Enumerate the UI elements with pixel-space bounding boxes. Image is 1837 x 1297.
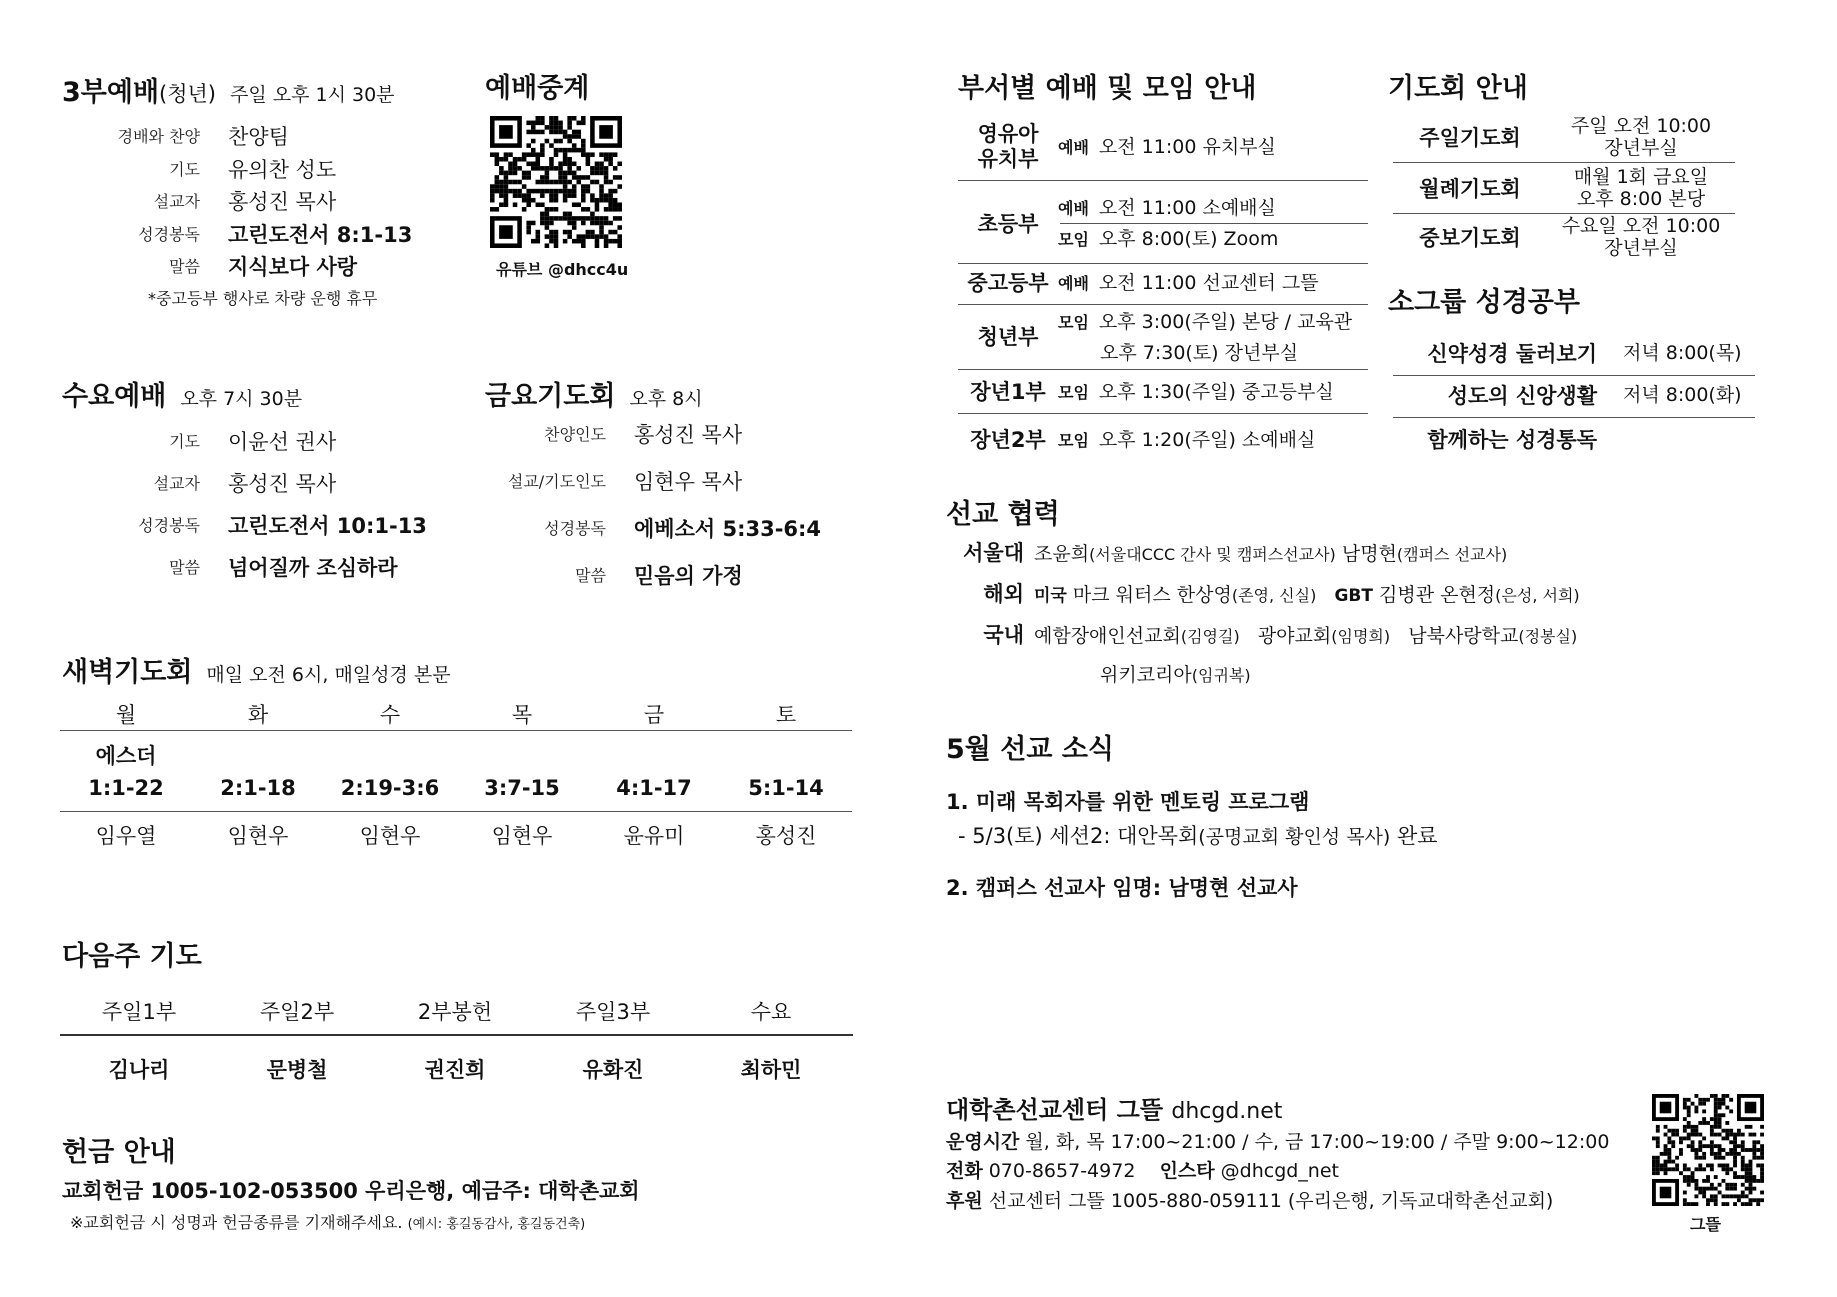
department-name-line: 청년부 — [977, 324, 1039, 349]
department-line-kind: 모임 — [1058, 230, 1089, 249]
prayer-meeting-line: 장년부실 — [1604, 137, 1678, 159]
department-info — [1058, 132, 1276, 163]
wednesday-label: 말씀 — [169, 558, 200, 577]
service3-heading: 3부예배(청년) 주일 오후 1시 30분 — [62, 77, 395, 108]
mission-domestic: 국내 예함장애인선교회(김영길) 광야교회(임명희) 남북사랑학교(정봉실) — [983, 623, 1578, 647]
friday-value: 임현우 목사 — [634, 470, 743, 494]
missions-heading: 선교 협력 — [946, 499, 1060, 530]
news-item-2: 2. 캠퍼스 선교사 임명: 남명현 선교사 — [946, 876, 1298, 900]
service3-value: 찬양팀 — [228, 125, 289, 149]
department-line — [1058, 307, 1352, 338]
wednesday-value: 이윤선 권사 — [228, 430, 337, 454]
department-name-line: 중고등부 — [967, 270, 1049, 295]
wednesday-value: 홍성진 목사 — [228, 472, 337, 496]
service3-value: 고린도전서 8:1-13 — [228, 222, 413, 247]
offering-heading: 헌금 안내 — [62, 1137, 176, 1168]
department-line — [1058, 268, 1319, 299]
divider — [1393, 375, 1755, 376]
prayer-meeting-line: 매월 1회 금요일 — [1573, 166, 1709, 188]
dawn-day-header: 토 — [775, 703, 797, 727]
next-prayer-name: 권진희 — [424, 1058, 486, 1082]
department-line-kind: 예배 — [1058, 273, 1089, 293]
wednesday-heading: 수요예배 오후 7시 30분 — [62, 381, 303, 412]
department-line-kind: 예배 — [1058, 137, 1089, 157]
divider — [958, 369, 1368, 370]
department-line-value: 오후 8:00(토) Zoom — [1098, 228, 1279, 250]
mission-domestic-2: 위키코리아(임귀복) — [1100, 664, 1251, 686]
department-name — [958, 212, 1058, 237]
service3-label: 설교자 — [153, 192, 200, 211]
department-info — [1058, 377, 1334, 408]
service3-value: 홍성진 목사 — [228, 190, 337, 214]
center-qr-caption: 그뜰 — [1690, 1215, 1721, 1234]
small-group-time: 저녁 8:00(목) — [1623, 342, 1742, 364]
service3-value: 지식보다 사랑 — [228, 255, 358, 279]
department-line-value: 오후 3:00(주일) 본당 / 교육관 — [1098, 310, 1353, 333]
dawn-heading: 새벽기도회 매일 오전 6시, 매일성경 본문 — [62, 657, 451, 688]
service3-value: 유의찬 성도 — [228, 157, 337, 182]
mission-seoul: 서울대 조윤희(서울대CCC 간사 및 캠퍼스선교사) 남명현(캠퍼스 선교사) — [963, 541, 1508, 565]
department-line-value: 오후 1:20(주일) 소예배실 — [1098, 428, 1316, 451]
prayer-meeting-line: 장년부실 — [1604, 237, 1678, 259]
next-prayer-header: 주일1부 — [101, 1000, 177, 1024]
friday-label: 설교/기도인도 — [507, 472, 606, 491]
department-name-line: 장년1부 — [970, 379, 1046, 404]
prayer-meetings-heading: 기도회 안내 — [1388, 73, 1528, 104]
wednesday-value: 넘어질까 조심하라 — [228, 556, 398, 580]
next-prayer-name: 유화진 — [582, 1058, 644, 1082]
next-prayer-name: 김나리 — [108, 1058, 170, 1082]
prayer-meeting-line: 수요일 오전 10:00 — [1561, 215, 1721, 237]
small-group-heading: 소그룹 성경공부 — [1388, 287, 1580, 318]
department-row — [958, 117, 1368, 177]
center-qr-code — [1652, 1094, 1764, 1206]
dawn-day-header: 월 — [115, 703, 137, 727]
dawn-passage: 4:1-17 — [616, 776, 692, 800]
next-prayer-header: 주일2부 — [259, 1000, 335, 1024]
center-support: 후원 선교센터 그뜰 1005-880-059111 (우리은행, 기독교대학촌선교회) — [946, 1190, 1554, 1212]
prayer-meeting-row — [1393, 214, 1735, 260]
department-line — [1058, 338, 1352, 368]
department-name — [958, 271, 1058, 296]
prayer-meeting-name: 중보기도회 — [1419, 226, 1521, 250]
department-row — [958, 188, 1368, 260]
department-info — [1058, 193, 1278, 255]
next-prayer-header: 수요 — [750, 1000, 792, 1024]
dawn-book: 에스더 — [95, 744, 157, 768]
prayer-meeting-row — [1393, 165, 1735, 211]
center-contact: 전화 070-8657-4972 인스타 @dhcgd_net — [946, 1160, 1339, 1182]
department-line-value: 오전 11:00 유치부실 — [1098, 135, 1276, 158]
dawn-leader: 홍성진 — [755, 824, 817, 848]
department-line — [1058, 224, 1278, 255]
friday-value: 믿음의 가정 — [634, 564, 743, 588]
friday-label: 성경봉독 — [544, 519, 606, 538]
dawn-leader: 임현우 — [359, 824, 421, 848]
news-item-1-detail: - 5/3(토) 세션2: 대안목회(공명교회 황인성 목사) 완료 — [958, 824, 1438, 848]
dawn-leader: 윤유미 — [623, 824, 685, 848]
prayer-meeting-name: 주일기도회 — [1419, 126, 1521, 150]
department-info — [1058, 268, 1319, 299]
dawn-day-header: 화 — [247, 703, 269, 727]
small-group-time: 저녁 8:00(화) — [1623, 384, 1742, 406]
department-row — [958, 265, 1368, 301]
next-prayer-header: 2부봉헌 — [417, 1000, 493, 1024]
department-row — [958, 420, 1368, 460]
department-name — [958, 325, 1058, 350]
prayer-meeting-info — [1547, 215, 1735, 259]
dawn-leader: 임현우 — [227, 824, 289, 848]
next-prayer-name: 문병철 — [266, 1058, 328, 1082]
prayer-meeting-name: 월례기도회 — [1419, 177, 1521, 201]
mission-overseas: 해외 미국 마크 워터스 한상영(존영, 신실) GBT 김병관 온현정(은성, 서희) — [983, 582, 1580, 606]
department-line-kind: 모임 — [1058, 382, 1089, 402]
service3-note: *중고등부 행사로 차량 운행 휴무 — [148, 289, 378, 308]
dawn-passage: 2:19-3:6 — [340, 776, 440, 800]
department-line — [1058, 193, 1278, 224]
department-name-line: 장년2부 — [970, 427, 1046, 452]
department-row — [958, 308, 1368, 366]
divider — [1393, 417, 1755, 418]
department-line-value: 오전 11:00 선교센터 그뜰 — [1098, 271, 1319, 294]
department-line-value: 오전 11:00 소예배실 — [1098, 197, 1276, 219]
service3-label: 말씀 — [169, 257, 200, 276]
department-line — [1058, 132, 1276, 163]
department-name — [958, 428, 1058, 453]
prayer-meeting-row — [1393, 114, 1735, 160]
dawn-passage: 3:7-15 — [484, 776, 560, 800]
small-group-name: 성도의 신앙생활 — [1447, 384, 1597, 408]
offering-account: 교회헌금 1005-102-053500 우리은행, 예금주: 대학촌교회 — [62, 1179, 640, 1203]
divider — [1393, 162, 1735, 163]
department-line-value: 오후 7:30(토) 장년부실 — [1100, 341, 1299, 364]
dawn-day-header: 금 — [643, 703, 665, 727]
divider — [958, 413, 1368, 414]
department-line-kind: 모임 — [1058, 430, 1089, 450]
divider — [958, 263, 1368, 264]
prayer-meeting-info — [1547, 115, 1735, 159]
dawn-day-header: 목 — [511, 703, 533, 727]
department-line-kind: 예배 — [1058, 199, 1089, 218]
department-line-value: 오후 1:30(주일) 중고등부실 — [1098, 380, 1334, 403]
small-group-name: 신약성경 둘러보기 — [1427, 342, 1597, 366]
broadcast-heading: 예배중계 — [485, 73, 590, 104]
department-line — [1058, 425, 1315, 456]
center-heading: 대학촌선교센터 그뜰 dhcgd.net — [946, 1096, 1283, 1124]
wednesday-label: 성경봉독 — [138, 516, 200, 535]
dawn-passage: 5:1-14 — [748, 776, 824, 800]
divider — [1060, 223, 1368, 224]
wednesday-value: 고린도전서 10:1-13 — [228, 514, 427, 538]
departments-heading: 부서별 예배 및 모임 안내 — [958, 73, 1257, 104]
dawn-leader: 임우열 — [95, 824, 157, 848]
service3-label: 경배와 찬양 — [117, 127, 200, 146]
divider — [958, 304, 1368, 305]
department-name-line: 초등부 — [977, 211, 1039, 236]
service3-label: 성경봉독 — [138, 224, 200, 244]
prayer-meeting-info — [1547, 166, 1735, 210]
prayer-meeting-line: 오후 8:00 본당 — [1576, 188, 1706, 210]
dawn-passage: 1:1-22 — [88, 776, 164, 800]
department-name-line: 유치부 — [977, 147, 1039, 171]
wednesday-label: 기도 — [169, 432, 200, 451]
department-info — [1058, 307, 1352, 368]
department-name — [958, 380, 1058, 405]
news-item-1: 1. 미래 목회자를 위한 멘토링 프로그램 — [946, 790, 1310, 814]
department-name — [958, 122, 1058, 172]
department-row — [958, 374, 1368, 410]
next-prayer-name: 최하민 — [740, 1058, 802, 1082]
department-name-line: 영유아 — [977, 122, 1039, 146]
broadcast-caption: 유튜브 @dhcc4u — [496, 260, 629, 279]
friday-label: 말씀 — [575, 566, 606, 585]
friday-value: 에베소서 5:33-6:4 — [634, 517, 822, 541]
small-group-name: 함께하는 성경통독 — [1427, 428, 1597, 452]
department-line — [1058, 377, 1334, 408]
divider — [958, 180, 1368, 181]
dawn-leader: 임현우 — [491, 824, 553, 848]
dawn-passage: 2:1-18 — [220, 776, 296, 800]
department-info — [1058, 425, 1315, 456]
center-hours: 운영시간 월, 화, 목 17:00~21:00 / 수, 금 17:00~19:00 / 주말 9:00~12:00 — [946, 1131, 1610, 1153]
offering-note: ※교회헌금 시 성명과 헌금종류를 기재해주세요. (예시: 홍길동감사, 홍길동건축) — [70, 1213, 586, 1232]
next-prayer-heading: 다음주 기도 — [62, 941, 202, 972]
friday-value: 홍성진 목사 — [634, 423, 743, 447]
friday-label: 찬양인도 — [544, 425, 606, 444]
service3-label: 기도 — [169, 159, 200, 179]
wednesday-label: 설교자 — [153, 474, 200, 493]
department-line-kind: 모임 — [1058, 312, 1089, 332]
next-prayer-header: 주일3부 — [575, 1000, 651, 1024]
prayer-meeting-line: 주일 오전 10:00 — [1570, 115, 1712, 137]
friday-heading: 금요기도회 오후 8시 — [485, 381, 703, 412]
youtube-qr-code — [490, 116, 622, 248]
news-heading: 5월 선교 소식 — [946, 734, 1114, 765]
dawn-day-header: 수 — [379, 703, 401, 727]
